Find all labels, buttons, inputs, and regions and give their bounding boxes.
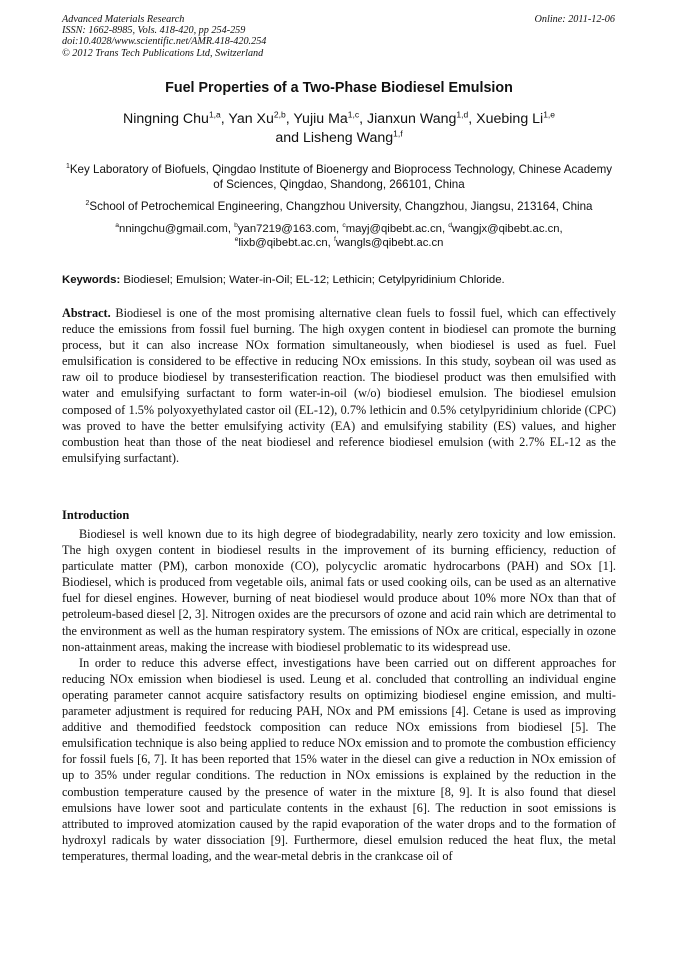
paper-title: Fuel Properties of a Two-Phase Biodiesel Emulsion <box>165 80 513 96</box>
section-heading-introduction: Introduction <box>62 508 130 522</box>
paragraph: Biodiesel is well known due to its high degree of biodegradability, nearly zero toxicity and low emission. The high oxygen content in biodiesel results in the improvement of its burning efficiency, reduction of particulate matter (PM), carbon monoxide (CO), polycyclic aromatic hydrocarbons (PAH) and SOx [1]. Biodiesel, which is produced from vegetable oils, animal fats or used cooking oils, can be used as an alternative fuel for diesel engines. However, burning of neat biodiesel would produce about 10% more NOx than that of petroleum-based diesel [2, 3]. Nitrogen oxides are the precursors of ozone and acid rain which are detrimental to the environment as well as the human respiratory system. The emissions of NOx are critical, especially in ozone non-attainment areas, making the increase with biodiesel problematic to its widespread use. <box>62 527 616 654</box>
email-link[interactable]: $^f$wangls@qibebt.ac.cn <box>333 236 444 249</box>
affiliation-2: $^2$School of Petrochemical Engineering, Changzhou University, Changzhou, Jiangsu, 213164, China <box>85 200 593 213</box>
email-link[interactable]: $^c$mayj@qibebt.ac.cn, <box>342 222 449 235</box>
author-list <box>62 110 616 148</box>
introduction-body <box>62 526 616 864</box>
abstract-text: Biodiesel is one of the most promising alternative clean fuels to fossil fuel, which can effectively reduce the emissions from fossil fuel burning. The high oxygen content in biodiesel can promote the burning process, but it can also increase NOx formation simultaneously, when biodiesel is used as fuel. Fuel emulsification is considered to be effective in reducing NOx emissions. In this study, soybean oil was used as raw oil to produce biodiesel by transesterification reaction. The biodiesel product was then emulsified with water and emulsifying surfactant to form water-in-oil (w/o) biodiesel emulsion. The biodiesel emulsion composed of 1.5% polyoxyethylated castor oil (EL-12), 0.7% lethicin and 0.5% cetylpyridinium chloride (CPC) was proved to have the better emulsifying activity (EA) and emulsifying stability (ES) values, and higher combustion heat than those of the neat biodiesel and reference biodiesel emulsion (with 2.7% EL-12 as the emulsifying surfactant). <box>62 306 616 465</box>
author: Xuebing Li$^{1,e}$ <box>476 109 556 127</box>
author: Yan Xu$^{2,b}$, <box>228 109 294 127</box>
affiliation-1: $^1$Key Laboratory of Biofuels, Qingdao Institute of Bioenergy and Bioprocess Technology, Chinese Academy of Sciences, Qingdao, Shandong, 266101, China <box>65 163 613 191</box>
email-link[interactable]: $^b$yan7219@163.com, <box>234 222 343 235</box>
copyright-line: © 2012 Trans Tech Publications Ltd, Switzerland <box>62 47 264 59</box>
email-link[interactable]: $^e$lixb@qibebt.ac.cn, <box>234 236 334 249</box>
author: Yujiu Ma$^{1,c}$, <box>293 109 368 127</box>
author-emails <box>62 222 616 250</box>
email-link[interactable]: $^a$nningchu@gmail.com, <box>115 222 235 235</box>
journal-name: Advanced Materials Research <box>62 14 185 25</box>
author: Ningning Chu$^{1,a}$, <box>122 109 229 127</box>
paragraph: In order to reduce this adverse effect, investigations have been carried out on different approaches for reducing NOx emission when biodiesel is used. Leung et al. concluded that controlling an individual engine operating parameter cannot acquire satisfactory results on optimizing biodiesel engine emission, and multi-parameter adjustment is required for reducing PAH, NOx and PM emissions [4]. Cetane is used as improving additive and themodified feedstock composition can reduce NOx emissions from biodiesel [5]. The emulsification technique is also being applied to reduce NOx emission and to promote the combustion efficiency for fossil fuels [6, 7]. It has been reported that 15% water in the diesel can give a reduction in NOx emission of up to 35% under regular conditions. The reduction in NOx emissions is explained by the reduction in the combustion temperature caused by the presence of water in the mixture [8, 9]. It is also found that diesel emulsions have lower soot and particulate contents in the exhaust [6]. The reduction in soot emissions is attributed to improved atomization caused by the rapid evaporation of the water drops and to the formation of hydroxyl radicals by water dissociation [9]. Furthermore, diesel emulsion reduced the heat flux, the metal temperatures, thermal loading, and the wear-metal debris in the crankcase oil of <box>62 655 616 863</box>
abstract-label: Abstract. <box>62 306 111 320</box>
author: Jianxun Wang$^{1,d}$, <box>367 109 477 127</box>
journal-header <box>62 14 266 59</box>
keywords-label: Keywords: <box>62 274 121 286</box>
abstract <box>62 305 616 466</box>
email-link[interactable]: $^d$wangjx@qibebt.ac.cn, <box>448 222 563 235</box>
keywords <box>62 273 616 287</box>
issn-line: ISSN: 1662-8985, Vols. 418-420, pp 254-259 <box>62 25 246 37</box>
author: and Lisheng Wang$^{1,f}$ <box>275 128 403 146</box>
doi-line[interactable]: doi:10.4028/www.scientific.net/AMR.418-420.254 <box>62 36 267 48</box>
keywords-text: Biodiesel; Emulsion; Water-in-Oil; EL-12; Lethicin; Cetylpyridinium Chloride. <box>120 274 505 286</box>
online-date: Online: 2011-12-06 <box>534 14 615 25</box>
